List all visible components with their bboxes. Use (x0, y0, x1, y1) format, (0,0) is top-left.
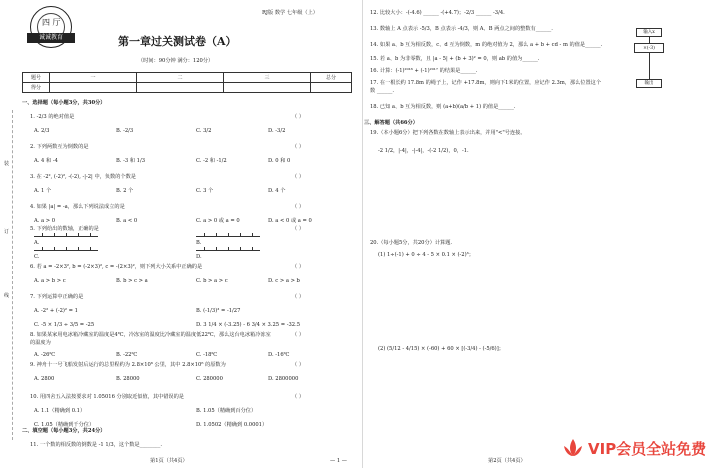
fill-16: 16. 计算：(-1)²⁰¹⁶ + (-1)²⁰¹⁷ 的结果是______. (370, 68, 478, 74)
section-heading: 二、填空题（每小题3分，共24分） (22, 428, 106, 434)
numline-tick (66, 247, 67, 250)
fill-18: 18. 已知 a、b 互为相反数，则 (a+b)(a/b + 1) 的值是______. (370, 104, 516, 110)
answer-paren: （ ） (292, 144, 305, 150)
flow-operation: ×(-3) (634, 43, 664, 53)
logo-banner: 诚诚教育 (27, 33, 75, 43)
score-cell: 题号 (23, 73, 50, 83)
option-d: D. a < 0 或 a = 0 (268, 218, 312, 224)
question-20: 20.（每小题5分，共20分）计算题. (370, 240, 453, 246)
score-cell (224, 83, 311, 93)
question-stem: 7. 下列运算中正确的是 (30, 294, 84, 300)
question-stem: 3. 在 -2², (-2)², -(-2), -|-2| 中，负数的个数是 (30, 174, 136, 180)
numline-tick (42, 247, 43, 250)
numline-tick (204, 247, 205, 250)
numline-tick (54, 233, 55, 236)
option-c: C. 3/2 (196, 128, 212, 134)
numline-tick (204, 233, 205, 236)
answer-paren: （ ） (292, 114, 305, 120)
option-d: D. 0 和 0 (268, 158, 291, 164)
footer-page: 第2页（共4页） (488, 458, 526, 464)
logo-glyph: 四 厅 (42, 18, 61, 27)
question-stem: 2. 下列两数互为倒数的是 (30, 144, 89, 150)
answer-paren: （ ） (292, 294, 305, 300)
score-table (22, 72, 352, 93)
fill-12: 12. 比较大小：-(-4.6) ______ -(+4.7)；-2/3 ______ -3/4. (370, 10, 505, 16)
option-b: B. 28000 (116, 376, 140, 382)
option-d: D. 2800000 (268, 376, 299, 382)
side-label: 线 (4, 293, 10, 299)
exam-page-2 (364, 0, 726, 468)
numline-tick (78, 247, 79, 250)
option-b: B. 2 个 (116, 188, 134, 194)
option-b: B. (-1/3)³ = -1/27 (196, 308, 241, 314)
numline-tick (66, 233, 67, 236)
option-d: D. c > a > b (268, 278, 300, 284)
answer-paren: （ ） (292, 264, 305, 270)
option-b: B. -3 和 1/3 (116, 158, 145, 164)
option-c: C. (34, 254, 40, 260)
question-stem: 6. 若 a = -2×3², b = (-2×3)², c = -(2×3)²，则下列大小关系中正确的是 (30, 264, 203, 270)
footer-page: 第1页（共4页） (150, 458, 188, 464)
question-19: 19.（本小题6分）把下列各数在数轴上表示出来，并用"<"号连接。 (370, 130, 526, 136)
numline-tick (90, 247, 91, 250)
option-c: C. a > 0 或 a = 0 (196, 218, 240, 224)
option-b: B. 1.05（精确到百分位） (196, 408, 257, 414)
score-cell: 得分 (23, 83, 50, 93)
question-stem: 4. 如果 |a| = -a，那么下列说法成立的是 (30, 204, 125, 210)
flow-input: 输入x (636, 28, 662, 37)
option-c: C. -2 和 -1/2 (196, 158, 227, 164)
option-b: B. a < 0 (116, 218, 138, 224)
option-c: C. -18℃ (196, 352, 218, 358)
option-b: B. b > c > a (116, 278, 148, 284)
option-a: A. (34, 240, 40, 246)
option-c: C. 1.05（精确到千分位） (34, 422, 95, 428)
answer-paren: （ ） (292, 362, 305, 368)
option-b: B. -2/3 (116, 128, 134, 134)
option-d: D. 4 个 (268, 188, 286, 194)
option-a: A. 2/3 (34, 128, 50, 134)
watermark-text: VIP会员全站免费 (588, 440, 707, 458)
exam-page-1 (0, 0, 362, 468)
option-c: C. b > a > c (196, 278, 228, 284)
option-a: A. 4 和 -4 (34, 158, 58, 164)
question-11: 11. 一个数的相反数的倒数是 -1 1/3，这个数是________. (30, 442, 162, 448)
option-d: D. -3/2 (268, 128, 286, 134)
numline-tick (54, 247, 55, 250)
option-a: A. a > b > c (34, 278, 66, 284)
flow-output: 输出 (636, 79, 662, 88)
page-title: 第一章过关测试卷（A） (118, 35, 237, 48)
option-c: C. 280000 (196, 376, 223, 382)
header-small: RJ版 数学 七年级（上） (262, 10, 318, 16)
option-d: D. (196, 254, 202, 260)
numline-tick (42, 233, 43, 236)
option-d: D. -16℃ (268, 352, 290, 358)
fill-17: 17. 在一根长约 17.8m 的绳子上，记作 +17.8m，则向下1米的位置，应记作 2.3m，那么位置这个 (370, 80, 602, 86)
numline-tick (240, 247, 241, 250)
page-divider (362, 0, 363, 468)
numline-tick (228, 233, 229, 236)
score-cell: 二 (137, 73, 224, 83)
answer-paren: （ ） (292, 332, 305, 338)
option-a: A. 1.1（精确到 0.1） (34, 408, 86, 414)
question-stem: 10. 用四舍五入法按要求对 1.05016 分别取近似值，其中错误的是 (30, 394, 184, 400)
numline-tick (216, 233, 217, 236)
question-stem: 1. -2/3 的绝对值是 (30, 114, 75, 120)
school-logo (30, 6, 72, 48)
numline-tick (78, 233, 79, 236)
option-d: D. 1.0502（精确到 0.0001） (196, 422, 268, 428)
option-b: B. (196, 240, 202, 246)
numline-tick (252, 247, 253, 250)
lotus-icon (562, 437, 584, 459)
score-cell: 总分 (311, 73, 352, 83)
vip-watermark (562, 435, 722, 461)
numline-tick (228, 247, 229, 250)
fill-15: 15. 若 a、b 为非零数，且 |a - 5| + (b + 3)² = 0，则 ab 的值为______. (370, 56, 540, 62)
flow-chart (632, 28, 666, 92)
question-20-1: (1) 1÷(-1) + 0 ÷ 4 - 5 × 0.1 × (-2)³； (378, 252, 474, 258)
answer-paren: （ ） (292, 174, 305, 180)
score-cell (311, 83, 352, 93)
question-stem: 5. 下列给出的数轴，正确的是 (30, 226, 99, 232)
option-d: D. 3 1/4 × (-3.25) - 6 3/4 × 3.25 = -32.5 (196, 322, 301, 328)
option-b: B. -22℃ (116, 352, 138, 358)
answer-paren: （ ） (292, 394, 305, 400)
numline-tick (240, 233, 241, 236)
option-a: A. 2800 (34, 376, 55, 382)
side-label: 订 (4, 229, 10, 235)
question-19-numbers: -2 1/2，|-4|，-|-4|，-(-2 1/2)，0，-1. (378, 148, 469, 154)
option-a: A. a > 0 (34, 218, 56, 224)
fill-14: 14. 如果 a、b 互为相反数，c、d 互为倒数，m 的绝对值为 2，那么 a + b + cd - m 的值是______. (370, 42, 603, 48)
side-label: 装 (4, 161, 10, 167)
option-a: A. -26℃ (34, 352, 56, 358)
option-a: A. -2² + (-2)² = 1 (34, 308, 78, 314)
numline-tick (216, 247, 217, 250)
binding-line (12, 110, 13, 440)
numline-tick (252, 233, 253, 236)
flow-arrow (649, 53, 650, 79)
score-cell: 一 (50, 73, 137, 83)
option-c: C. -5 × 1/3 ÷ 3/5 = -25 (34, 322, 95, 328)
score-cell (137, 83, 224, 93)
time-score: （时间：90分钟 满分：120分） (138, 58, 214, 64)
question-stem: 9. 神舟十一号飞船发射后运行的总里程约为 2.8×10⁶ 公里，其中 2.8×10⁶ 的原数为 (30, 362, 226, 368)
option-a: A. 1 个 (34, 188, 52, 194)
section-heading: 一、选择题（每小题3分，共30分） (22, 100, 106, 106)
score-cell (50, 83, 137, 93)
option-c: C. 3 个 (196, 188, 214, 194)
footer-mid: — 1 — (330, 458, 347, 464)
fill-13: 13. 数轴上 A 点表示 -5/3，B 点表示 -4/3，则 A、B 两点之间的整数有______. (370, 26, 553, 32)
question-20-2: (2) (5/12 - 4/15) × (-60) + 60 × [(-3/4) - (-5/6)]； (378, 346, 504, 352)
answer-paren: （ ） (292, 226, 305, 232)
question-stem-cont: 的温度为 (30, 340, 51, 346)
question-stem: 8. 如果某家用电冰箱冷藏室的温度是4℃，冷冻室的温度比冷藏室的温度低22℃，那么这台电冰箱冷冻室 (30, 332, 271, 338)
numline-tick (90, 233, 91, 236)
score-cell: 三 (224, 73, 311, 83)
section-heading: 三、解答题（共66分） (364, 120, 418, 126)
fill-17b: 数 ______. (370, 88, 395, 94)
answer-paren: （ ） (292, 204, 305, 210)
